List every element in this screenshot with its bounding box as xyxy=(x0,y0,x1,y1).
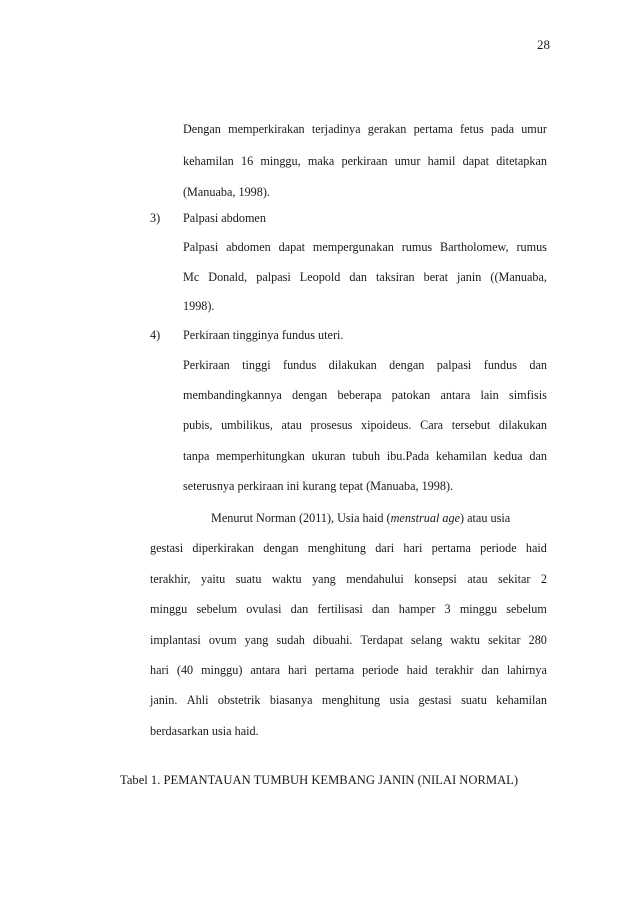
text-fragment: ) atau usia xyxy=(460,511,511,525)
word: dibuahi. xyxy=(312,633,353,647)
text-line xyxy=(211,510,547,526)
text-line xyxy=(183,448,547,464)
word: hamil xyxy=(427,154,456,168)
word: lahirnya xyxy=(506,663,547,677)
word: periode xyxy=(362,663,399,677)
word: atau xyxy=(467,572,488,586)
word: sekitar xyxy=(488,633,521,647)
word: gerakan xyxy=(367,122,407,136)
word: antara xyxy=(440,388,471,402)
word: Cara xyxy=(420,418,444,432)
word: memperkirakan xyxy=(228,122,305,136)
word: ovum xyxy=(208,633,237,647)
text-line xyxy=(150,601,547,617)
word: minggu xyxy=(150,602,188,616)
text-line xyxy=(183,153,547,169)
word: dan xyxy=(290,602,309,616)
word: rumus xyxy=(401,240,433,254)
word: (40 xyxy=(176,663,194,677)
text-line xyxy=(150,632,547,648)
word: maka xyxy=(307,154,335,168)
word: palpasi xyxy=(436,358,472,372)
text-line: berdasarkan usia haid. xyxy=(150,724,259,738)
word: yaitu xyxy=(200,572,226,586)
text-line xyxy=(183,357,547,373)
word: dilakukan xyxy=(328,358,377,372)
word: minggu) xyxy=(201,663,243,677)
word: Palpasi xyxy=(183,240,219,254)
list-item-heading xyxy=(150,210,266,226)
word: periode xyxy=(480,541,517,555)
word: konsepsi xyxy=(414,572,457,586)
word: umur xyxy=(521,122,547,136)
word: terakhir xyxy=(435,663,474,677)
word: tersebut xyxy=(451,418,491,432)
word: sebelum xyxy=(196,602,238,616)
word: rumus xyxy=(516,240,547,254)
word: dari xyxy=(375,541,395,555)
word: lain xyxy=(480,388,499,402)
word: Perkiraan xyxy=(183,358,230,372)
word: 3 xyxy=(444,602,451,616)
word: terjadinya xyxy=(311,122,361,136)
word: gestasi xyxy=(418,693,452,707)
word: tinggi xyxy=(242,358,271,372)
text-line xyxy=(183,387,547,403)
word: janin. xyxy=(150,693,178,707)
word: patokan xyxy=(391,388,431,402)
word: Terdapat xyxy=(360,633,403,647)
word: pertama xyxy=(431,541,471,555)
word: kehamilan xyxy=(496,693,547,707)
word: kedua xyxy=(493,449,523,463)
text-line xyxy=(183,269,547,285)
word: atau xyxy=(281,418,302,432)
word: diperkirakan xyxy=(192,541,255,555)
word: hari xyxy=(288,663,307,677)
word: dapat xyxy=(278,240,305,254)
word: mempergunakan xyxy=(312,240,394,254)
word: membandingkannya xyxy=(183,388,282,402)
word: fetus xyxy=(460,122,484,136)
word: palpasi xyxy=(256,270,291,284)
page-number: 28 xyxy=(537,37,550,52)
word: abdomen xyxy=(226,240,271,254)
text-line xyxy=(150,571,547,587)
word: ditetapkan xyxy=(496,154,547,168)
word: pertama xyxy=(413,122,453,136)
word: dan xyxy=(481,663,499,677)
table-caption: Tabel 1. PEMANTAUAN TUMBUH KEMBANG JANIN (NILAI NORMAL) xyxy=(120,773,519,787)
word: kehamilan xyxy=(183,154,234,168)
word: yang xyxy=(244,633,269,647)
word: taksiran xyxy=(376,270,415,284)
word: fundus xyxy=(283,358,317,372)
word: tubuh xyxy=(352,449,381,463)
list-item-heading xyxy=(150,327,343,343)
word: umbilikus, xyxy=(221,418,273,432)
word: Dengan xyxy=(183,122,221,136)
word: umur xyxy=(394,154,421,168)
word: dan xyxy=(349,270,368,284)
word: suatu xyxy=(461,693,487,707)
word: ukuran xyxy=(311,449,346,463)
word: antara xyxy=(250,663,281,677)
word: minggu, xyxy=(260,154,301,168)
word: dan xyxy=(529,358,547,372)
word: sudah xyxy=(276,633,305,647)
list-heading-text: Palpasi abdomen xyxy=(183,211,266,225)
word: sebelum xyxy=(506,602,547,616)
word: 16 xyxy=(240,154,254,168)
word: simfisis xyxy=(508,388,547,402)
word: mendahului xyxy=(346,572,404,586)
word: pertama xyxy=(314,663,355,677)
word: hari xyxy=(150,663,169,677)
word: sekitar xyxy=(497,572,531,586)
word: 280 xyxy=(528,633,547,647)
text-fragment: Menurut Norman (2011), Usia haid ( xyxy=(211,511,391,525)
word: menghitung xyxy=(307,541,366,555)
word: dengan xyxy=(292,388,328,402)
list-heading-text: Perkiraan tingginya fundus uteri. xyxy=(183,328,344,342)
word: fundus xyxy=(483,358,517,372)
word: tanpa xyxy=(183,449,210,463)
word: hamper xyxy=(398,602,436,616)
word: perkiraan xyxy=(341,154,388,168)
word: suatu xyxy=(235,572,262,586)
word: haid xyxy=(406,663,428,677)
text-line xyxy=(183,417,547,433)
word: waktu xyxy=(450,633,481,647)
word: dan xyxy=(529,449,547,463)
word: hari xyxy=(403,541,423,555)
word: menghitung xyxy=(321,693,381,707)
word: Leopold xyxy=(299,270,341,284)
text-line xyxy=(150,540,547,556)
list-number: 3) xyxy=(150,211,161,225)
word: minggu xyxy=(459,602,498,616)
word: memperhitungkan xyxy=(216,449,305,463)
word: ibu.Pada xyxy=(386,449,430,463)
word: biasanya xyxy=(269,693,313,707)
word: berat xyxy=(423,270,448,284)
word: usia xyxy=(389,693,410,707)
text-line xyxy=(183,239,547,255)
word: xipoideus. xyxy=(361,418,412,432)
word: Donald, xyxy=(208,270,248,284)
word: gestasi xyxy=(150,541,184,555)
text-line: 1998). xyxy=(183,299,215,313)
word: prosesus xyxy=(310,418,353,432)
word: waktu xyxy=(271,572,302,586)
word: yang xyxy=(312,572,336,586)
italic-term: menstrual age xyxy=(390,511,461,525)
word: Mc xyxy=(183,270,200,284)
word: Ahli xyxy=(186,693,209,707)
word: ((Manuaba, xyxy=(490,270,547,284)
word: pubis, xyxy=(183,418,213,432)
word: obstetrik xyxy=(217,693,261,707)
word: implantasi xyxy=(150,633,201,647)
word: selang xyxy=(411,633,443,647)
text-line: (Manuaba, 1998). xyxy=(183,185,270,199)
text-line: seterusnya perkiraan ini kurang tepat (Manuaba, 1998). xyxy=(183,479,454,493)
word: janin xyxy=(457,270,482,284)
word: dilakukan xyxy=(498,418,547,432)
word: dan xyxy=(372,602,390,616)
word: kehamilan xyxy=(435,449,487,463)
text-line xyxy=(183,121,547,137)
word: fertilisasi xyxy=(317,602,363,616)
word: Bartholomew, xyxy=(440,240,509,254)
word: dengan xyxy=(389,358,425,372)
word: haid xyxy=(525,541,547,555)
list-number: 4) xyxy=(150,328,161,342)
text-line xyxy=(150,692,547,708)
word: terakhir, xyxy=(150,572,191,586)
word: 2 xyxy=(540,572,547,586)
word: dapat xyxy=(462,154,489,168)
word: beberapa xyxy=(337,388,382,402)
text-line xyxy=(150,662,547,678)
word: dengan xyxy=(263,541,299,555)
word: pada xyxy=(490,122,514,136)
word: ovulasi xyxy=(246,602,282,616)
